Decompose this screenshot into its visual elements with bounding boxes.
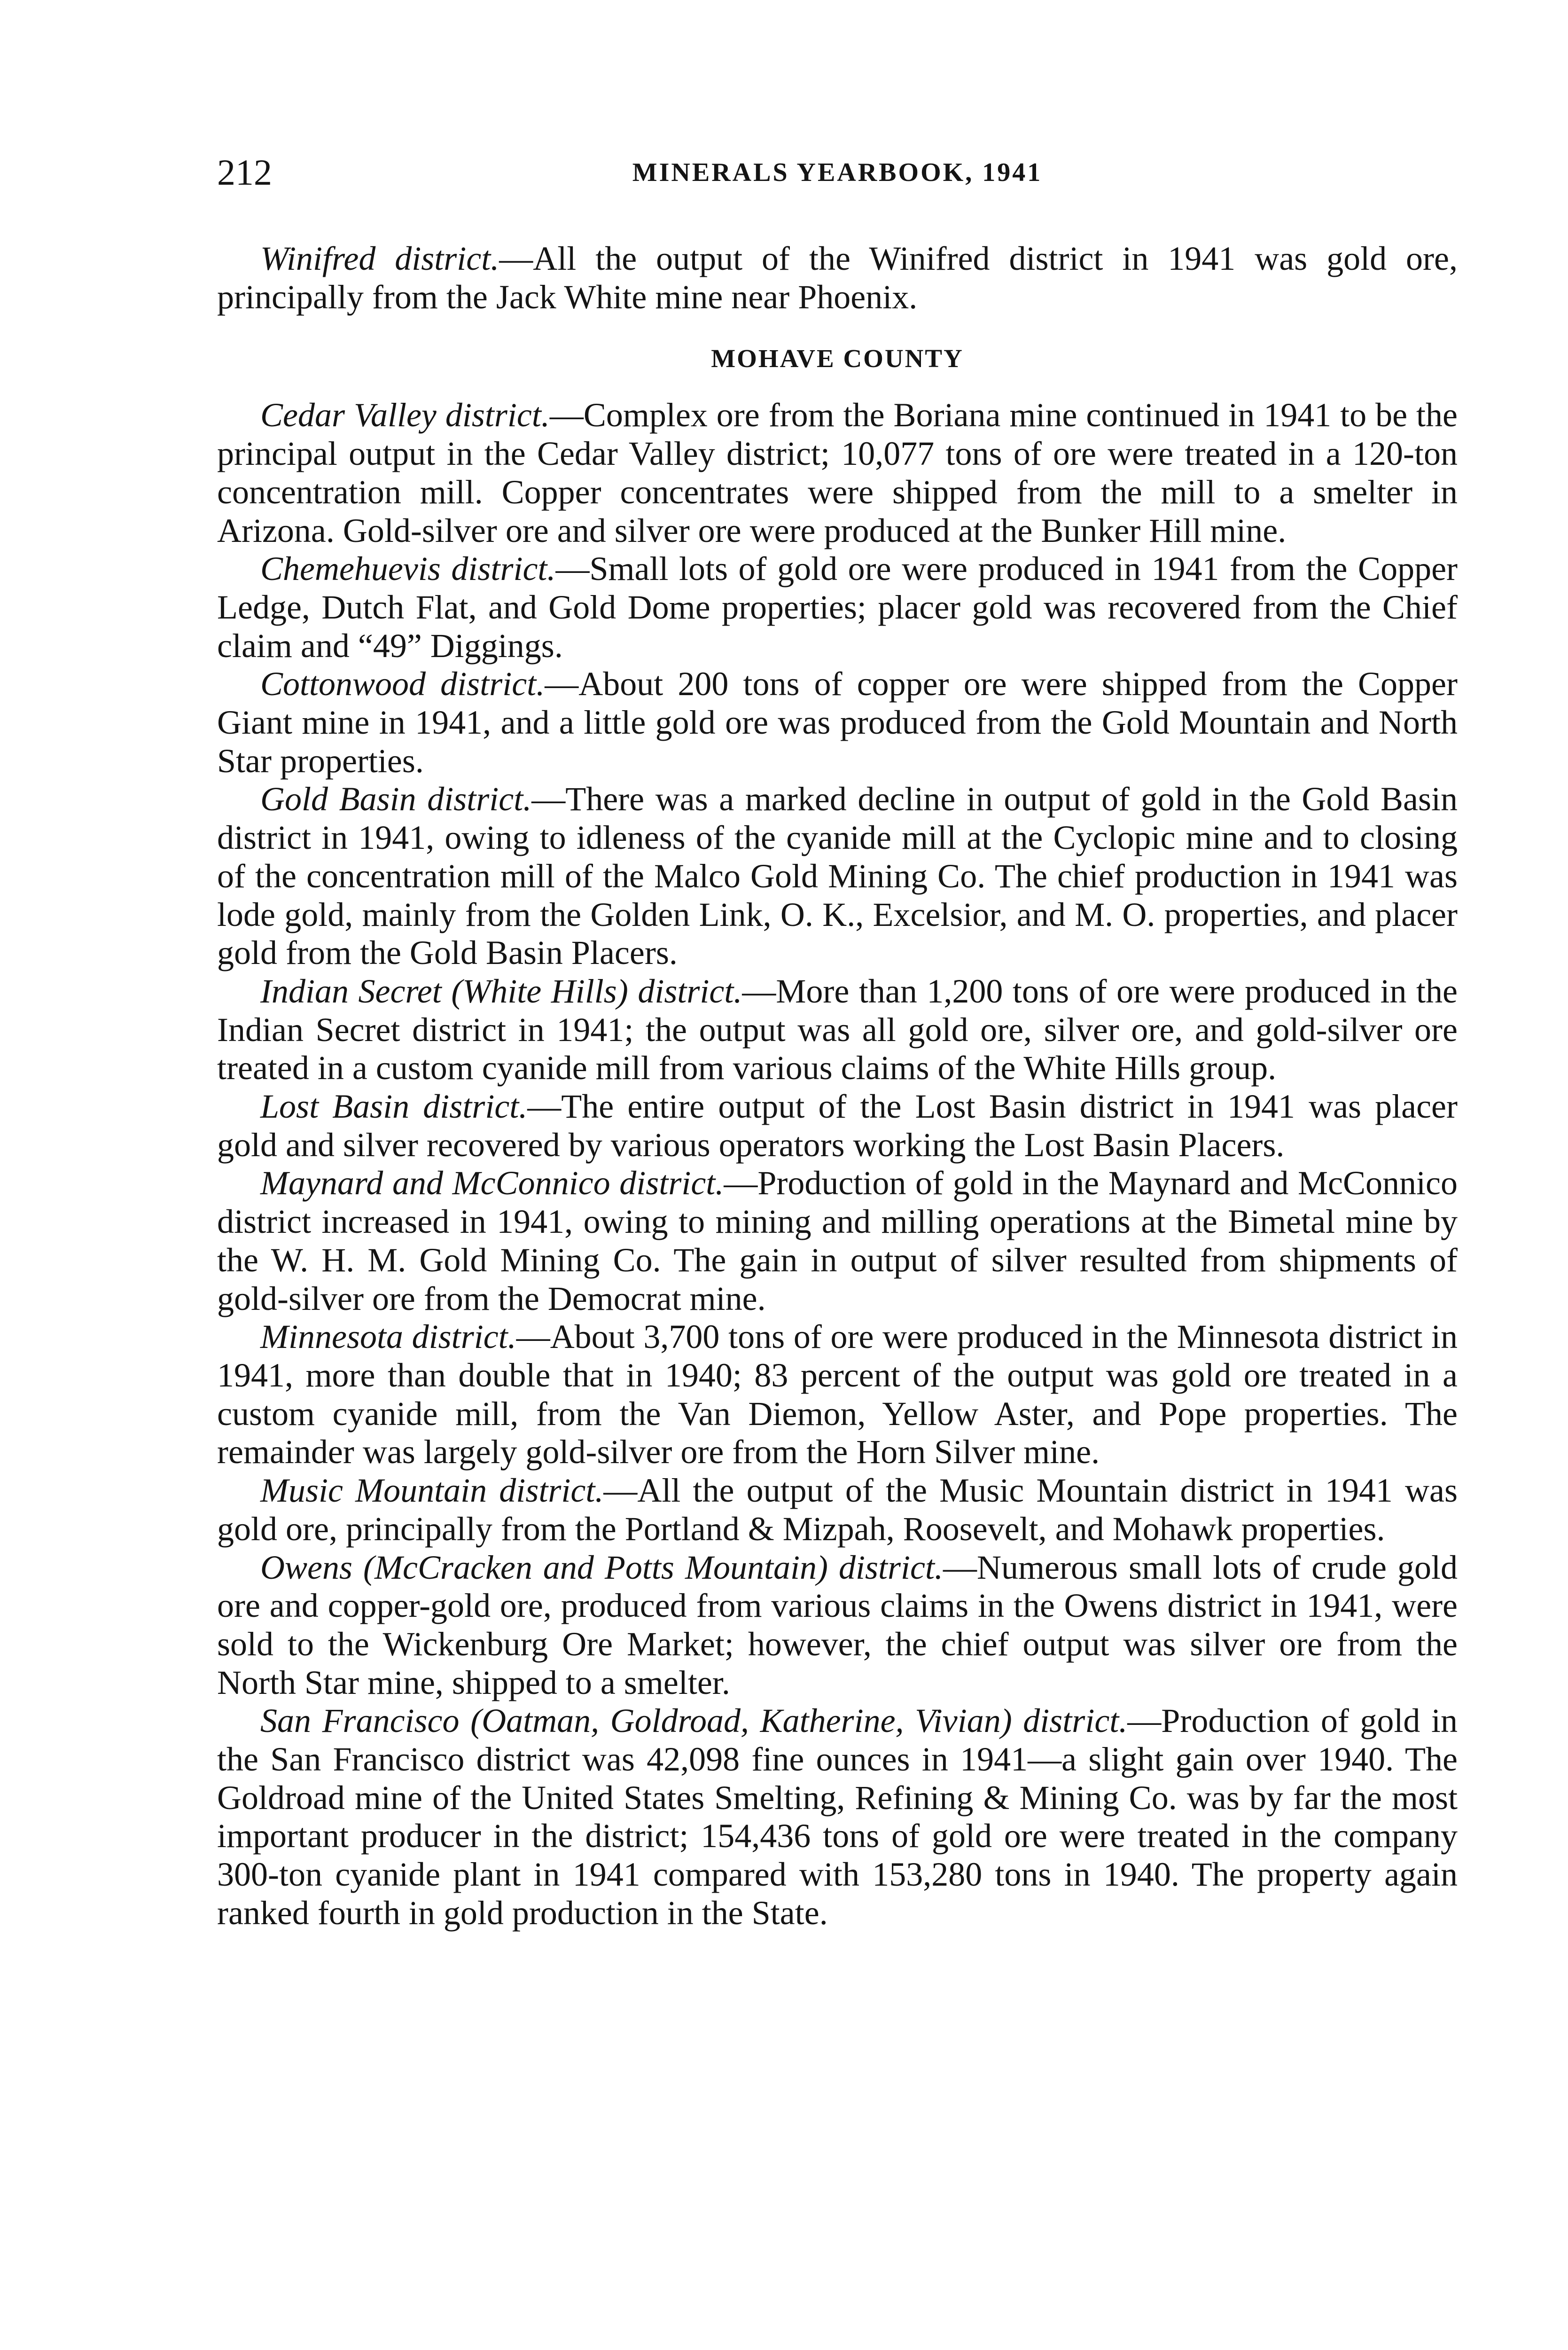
paragraph-text: —Complex ore from the Boriana mine continued in 1941 to be the principal output in the Cedar Valley district; 10,077 tons of ore were treated in a 120-ton concentration mill. Copper concentrates were shipped from the mill to a smelter in Arizona. Gold-silver ore and silver ore were produced at the Bunker Hill mine.	[217, 396, 1458, 549]
district-name: Indian Secret (White Hills) district.	[260, 972, 742, 1010]
paragraph-text: —All the output of the Music Mountain district in 1941 was gold ore, principally from the Portland & Mizpah, Roosevelt, and Mohawk properties.	[217, 1472, 1458, 1548]
paragraph-minnesota	[217, 1318, 1458, 1472]
paragraph-text: —All the output of the Winifred district in 1941 was gold ore, principally from the Jack White mine near Phoenix.	[217, 240, 1458, 316]
district-name: Cedar Valley district.	[260, 396, 550, 434]
paragraph-san-francisco	[217, 1702, 1458, 1932]
paragraph-text: —About 200 tons of copper ore were shipped from the Copper Giant mine in 1941, and a little gold ore was produced from the Gold Mountain and North Star properties.	[217, 665, 1458, 780]
district-name: Gold Basin district.	[260, 780, 532, 818]
running-title: MINERALS YEARBOOK, 1941	[632, 158, 1043, 187]
paragraph-text: —About 3,700 tons of ore were produced in the Minnesota district in 1941, more than double that in 1940; 83 percent of the output was gold ore treated in a custom cyanide mill, from the Van Diemon, Yellow Aster, and Pope properties. The remainder was largely gold-silver ore from the Horn Silver mine.	[217, 1318, 1458, 1471]
paragraph-text: —Numerous small lots of crude gold ore and copper-gold ore, produced from various claims in the Owens district in 1941, were sold to the Wickenburg Ore Market; however, the chief output was silver ore from the North Star mine, shipped to a smelter.	[217, 1548, 1458, 1701]
district-name: Chemehuevis district.	[260, 550, 556, 588]
running-head	[217, 151, 1458, 194]
district-name: Owens (McCracken and Potts Mountain) district.	[260, 1548, 943, 1586]
paragraph-maynard-mcconnico	[217, 1164, 1458, 1318]
paragraph-cottonwood	[217, 665, 1458, 780]
section-heading: MOHAVE COUNTY	[711, 344, 964, 373]
paragraph-owens	[217, 1549, 1458, 1702]
paragraph-chemehuevis	[217, 550, 1458, 665]
paragraph-lost-basin	[217, 1088, 1458, 1164]
page-number: 212	[217, 152, 272, 193]
district-name: Cottonwood district.	[260, 665, 545, 703]
paragraph-music-mountain	[217, 1472, 1458, 1548]
paragraph-indian-secret	[217, 972, 1458, 1088]
paragraph-text: —The entire output of the Lost Basin district in 1941 was placer gold and silver recovered by various operators working the Lost Basin Placers.	[217, 1088, 1458, 1164]
district-name: Maynard and McConnico district.	[260, 1164, 724, 1202]
district-name: Lost Basin district.	[260, 1088, 528, 1126]
district-name: San Francisco (Oatman, Goldroad, Katherine, Vivian) district.	[260, 1702, 1128, 1740]
district-name: Winifred district.	[260, 240, 499, 277]
paragraph-gold-basin	[217, 780, 1458, 972]
body-text	[217, 240, 1458, 1933]
paragraph-text: —Production of gold in the San Francisco district was 42,098 fine ounces in 1941—a slight gain over 1940. The Goldroad mine of the United States Smelting, Refining & Mining Co. was by far the most important producer in the district; 154,436 tons of gold ore were treated in the company 300-ton cyanide plant in 1941 compared with 153,280 tons in 1940. The property again ranked fourth in gold production in the State.	[217, 1702, 1458, 1932]
paragraph-text: —Small lots of gold ore were produced in 1941 from the Copper Ledge, Dutch Flat, and Gold Dome properties; placer gold was recovered from the Chief claim and “49” Diggings.	[217, 550, 1458, 665]
paragraph-text: —Production of gold in the Maynard and McConnico district increased in 1941, owing to mining and milling operations at the Bimetal mine by the W. H. M. Gold Mining Co. The gain in output of silver resulted from shipments of gold-silver ore from the Democrat mine.	[217, 1164, 1458, 1317]
district-name: Minnesota district.	[260, 1318, 516, 1356]
paragraph-text: —More than 1,200 tons of ore were produced in the Indian Secret district in 1941; the output was all gold ore, silver ore, and gold-silver ore treated in a custom cyanide mill from various claims of the White Hills group.	[217, 972, 1458, 1087]
paragraph-text: —There was a marked decline in output of gold in the Gold Basin district in 1941, owing to idleness of the cyanide mill at the Cyclopic mine and to closing of the concentration mill of the Malco Gold Mining Co. The chief production in 1941 was lode gold, mainly from the Golden Link, O. K., Excelsior, and M. O. properties, and placer gold from the Gold Basin Placers.	[217, 780, 1458, 972]
district-name: Music Mountain district.	[260, 1472, 604, 1510]
paragraph-winifred	[217, 240, 1458, 316]
paragraph-cedar-valley	[217, 396, 1458, 550]
